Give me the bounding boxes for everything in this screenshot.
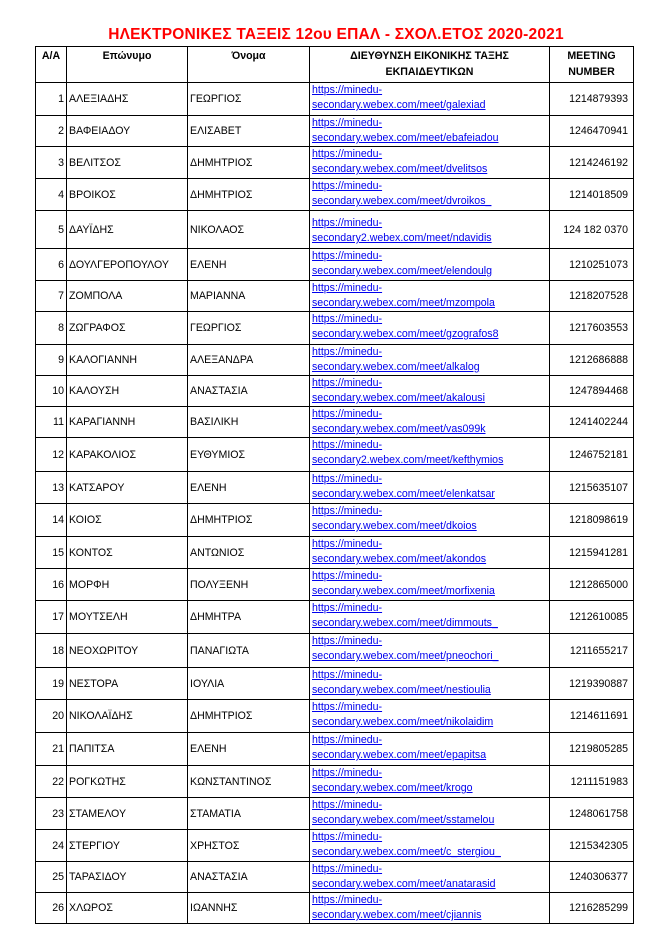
meeting-link-line1: https://minedu-	[312, 505, 383, 517]
firstname-cell: ΔΗΜΗΤΡΙΟΣ	[188, 504, 310, 537]
meeting-link-line1: https://minedu-	[312, 863, 383, 875]
meeting-link-line1: https://minedu-	[312, 538, 383, 550]
url-cell	[310, 862, 550, 893]
row-number: 15	[36, 537, 67, 569]
row-number: 24	[36, 830, 67, 862]
firstname-cell: ΜΑΡΙΑΝΝΑ	[188, 281, 310, 312]
meeting-link-line2: secondary.webex.com/meet/galexiad	[312, 99, 486, 111]
meeting-link-line1: https://minedu-	[312, 148, 383, 160]
table-row	[36, 116, 634, 147]
row-number: 16	[36, 569, 67, 601]
surname-cell: ΣΤΕΡΓΙΟΥ	[67, 830, 188, 862]
surname-cell: ΜΟΡΦΗ	[67, 569, 188, 601]
meeting-link-line2: secondary.webex.com/meet/dimmouts_	[312, 617, 498, 629]
table-row	[36, 504, 634, 537]
meeting-link-line1: https://minedu-	[312, 180, 383, 192]
table-row	[36, 569, 634, 601]
firstname-cell: ΝΙΚΟΛΑΟΣ	[188, 211, 310, 249]
meeting-number-cell: 1218098619	[550, 504, 634, 537]
meeting-link[interactable]	[312, 734, 486, 761]
meeting-number-cell: 1211655217	[550, 634, 634, 668]
table-row	[36, 893, 634, 924]
firstname-cell: ΙΟΥΛΙΑ	[188, 668, 310, 700]
url-cell	[310, 733, 550, 766]
firstname-cell: ΔΗΜΗΤΡΙΟΣ	[188, 700, 310, 733]
firstname-cell: ΕΥΘΥΜΙΟΣ	[188, 438, 310, 472]
firstname-cell: ΕΛΕΝΗ	[188, 249, 310, 281]
meeting-number-cell: 1240306377	[550, 862, 634, 893]
surname-cell: ΖΩΓΡΑΦΟΣ	[67, 312, 188, 345]
meeting-link-line1: https://minedu-	[312, 669, 383, 681]
meeting-link-line2: secondary.webex.com/meet/elendoulg	[312, 265, 493, 277]
meeting-number-cell: 1215342305	[550, 830, 634, 862]
meeting-link-line2: secondary.webex.com/meet/dvelitsos	[312, 163, 488, 175]
meeting-link-line2: secondary.webex.com/meet/akalousi	[312, 392, 485, 404]
meeting-link-line1: https://minedu-	[312, 377, 383, 389]
firstname-cell: ΠΟΛΥΞΕΝΗ	[188, 569, 310, 601]
meeting-number-cell: 1248061758	[550, 798, 634, 830]
meeting-link-line2: secondary.webex.com/meet/gzografos8	[312, 328, 499, 340]
surname-cell: ΔΟΥΛΓΕΡΟΠΟΥΛΟΥ	[67, 249, 188, 281]
table-row	[36, 345, 634, 376]
row-number: 26	[36, 893, 67, 924]
meeting-link-line2: secondary.webex.com/meet/akondos	[312, 553, 487, 565]
meeting-link-line2: secondary.webex.com/meet/krogo	[312, 782, 473, 794]
firstname-cell: ΧΡΗΣΤΟΣ	[188, 830, 310, 862]
meeting-link[interactable]	[312, 505, 477, 532]
meeting-link[interactable]	[312, 217, 492, 244]
surname-cell: ΤΑΡΑΣΙΔΟΥ	[67, 862, 188, 893]
meeting-number-cell: 124 182 0370	[550, 211, 634, 249]
row-number: 6	[36, 249, 67, 281]
meeting-link[interactable]	[312, 570, 495, 597]
meeting-link-line2: secondary.webex.com/meet/nikolaidim	[312, 716, 494, 728]
row-number: 13	[36, 472, 67, 504]
meeting-link-line2: secondary2.webex.com/meet/kefthymios	[312, 454, 504, 466]
url-cell	[310, 601, 550, 634]
meeting-link-line2: secondary.webex.com/meet/anatarasid	[312, 878, 496, 890]
meeting-number-cell: 1219805285	[550, 733, 634, 766]
row-number: 12	[36, 438, 67, 472]
meeting-number-cell: 1215635107	[550, 472, 634, 504]
firstname-cell: ΙΩΑΝΝΗΣ	[188, 893, 310, 924]
meeting-link-line2: secondary.webex.com/meet/mzompola	[312, 297, 495, 309]
meeting-link-line2: secondary.webex.com/meet/alkalog	[312, 361, 480, 373]
row-number: 18	[36, 634, 67, 668]
meeting-link[interactable]	[312, 669, 491, 696]
firstname-cell: ΠΑΝΑΓΙΩΤΑ	[188, 634, 310, 668]
surname-cell: ΠΑΠΙΤΣΑ	[67, 733, 188, 766]
url-cell	[310, 281, 550, 312]
surname-cell: ΑΛΕΞΙΑΔΗΣ	[67, 83, 188, 116]
meeting-link-line1: https://minedu-	[312, 701, 383, 713]
surname-cell: ΝΕΣΤΟΡΑ	[67, 668, 188, 700]
meeting-link-line1: https://minedu-	[312, 439, 383, 451]
meeting-link[interactable]	[312, 635, 498, 662]
firstname-cell: ΚΩΝΣΤΑΝΤΙΝΟΣ	[188, 766, 310, 798]
page-title: ΗΛΕΚΤΡΟΝΙΚΕΣ ΤΑΞΕΙΣ 12ου ΕΠΑΛ - ΣΧΟΛ.ΕΤΟΣ 2020-2021	[108, 26, 564, 43]
surname-cell: ΣΤΑΜΕΛΟΥ	[67, 798, 188, 830]
meeting-link[interactable]	[312, 148, 487, 175]
firstname-cell: ΑΛΕΞΑΝΔΡΑ	[188, 345, 310, 376]
surname-cell: ΒΑΦΕΙΑΔΟΥ	[67, 116, 188, 147]
firstname-cell: ΓΕΩΡΓΙΟΣ	[188, 83, 310, 116]
table-row	[36, 798, 634, 830]
meeting-link-line2: secondary.webex.com/meet/sstamelou	[312, 814, 495, 826]
meeting-number-cell: 1218207528	[550, 281, 634, 312]
surname-cell: ΚΟΙΟΣ	[67, 504, 188, 537]
url-cell	[310, 116, 550, 147]
meeting-link[interactable]	[312, 863, 496, 890]
url-cell	[310, 634, 550, 668]
meeting-link-line1: https://minedu-	[312, 602, 383, 614]
row-number: 23	[36, 798, 67, 830]
classes-table	[35, 46, 634, 924]
url-cell	[310, 249, 550, 281]
table-row	[36, 766, 634, 798]
meeting-link[interactable]	[312, 767, 473, 794]
url-cell	[310, 345, 550, 376]
meeting-link-line2: secondary.webex.com/meet/elenkatsar	[312, 488, 495, 500]
meeting-number-cell: 1211151983	[550, 766, 634, 798]
url-cell	[310, 83, 550, 116]
table-row	[36, 830, 634, 862]
meeting-link[interactable]	[312, 346, 480, 373]
table-row	[36, 668, 634, 700]
surname-cell: ΝΙΚΟΛΑΪΔΗΣ	[67, 700, 188, 733]
row-number: 20	[36, 700, 67, 733]
meeting-link-line2: secondary.webex.com/meet/morfixenia	[312, 585, 495, 597]
firstname-cell: ΓΕΩΡΓΙΟΣ	[188, 312, 310, 345]
row-number: 11	[36, 407, 67, 438]
url-cell	[310, 893, 550, 924]
row-number: 9	[36, 345, 67, 376]
table-row	[36, 733, 634, 766]
meeting-link-line2: secondary.webex.com/meet/cjiannis	[312, 909, 482, 921]
meeting-link-line2: secondary.webex.com/meet/dvroikos_	[312, 195, 492, 207]
meeting-link[interactable]	[312, 894, 481, 921]
row-number: 8	[36, 312, 67, 345]
meeting-number-cell: 1214879393	[550, 83, 634, 116]
firstname-cell: ΑΝΑΣΤΑΣΙΑ	[188, 862, 310, 893]
surname-cell: ΧΛΩΡΟΣ	[67, 893, 188, 924]
firstname-cell: ΔΗΜΗΤΡΙΟΣ	[188, 147, 310, 179]
table-row	[36, 438, 634, 472]
meeting-link-line1: https://minedu-	[312, 250, 383, 262]
firstname-cell: ΑΝΑΣΤΑΣΙΑ	[188, 376, 310, 407]
meeting-number-cell: 1246470941	[550, 116, 634, 147]
row-number: 17	[36, 601, 67, 634]
table-row	[36, 83, 634, 116]
header-url: ΔΙΕΥΘΥΝΣΗ ΕΙΚΟΝΙΚΗΣ ΤΑΞΗΣ ΕΚΠΑΙΔΕΥΤΙΚΩΝ	[310, 47, 550, 83]
meeting-link-line2: secondary.webex.com/meet/ebafeiadou	[312, 132, 499, 144]
table-header-row	[36, 47, 634, 83]
meeting-number-cell: 1212686888	[550, 345, 634, 376]
header-surname: Επώνυμο	[67, 47, 188, 83]
surname-cell: ΚΑΡΑΓΙΑΝΝΗ	[67, 407, 188, 438]
meeting-link[interactable]	[312, 313, 498, 340]
meeting-link[interactable]	[312, 250, 492, 277]
meeting-number-cell: 1210251073	[550, 249, 634, 281]
url-cell	[310, 830, 550, 862]
url-cell	[310, 376, 550, 407]
surname-cell: ΚΑΡΑΚΟΛΙΟΣ	[67, 438, 188, 472]
url-cell	[310, 798, 550, 830]
surname-cell: ΒΡΟΙΚΟΣ	[67, 179, 188, 211]
surname-cell: ΖΟΜΠΟΛΑ	[67, 281, 188, 312]
table-row	[36, 179, 634, 211]
row-number: 10	[36, 376, 67, 407]
table-row	[36, 312, 634, 345]
meeting-number-cell: 1246752181	[550, 438, 634, 472]
meeting-link-line2: secondary.webex.com/meet/vas099k	[312, 423, 486, 435]
firstname-cell: ΕΛΕΝΗ	[188, 733, 310, 766]
row-number: 14	[36, 504, 67, 537]
row-number: 25	[36, 862, 67, 893]
meeting-link[interactable]	[312, 408, 486, 435]
meeting-link[interactable]	[312, 84, 486, 111]
table-row	[36, 376, 634, 407]
url-cell	[310, 147, 550, 179]
meeting-number-cell: 1216285299	[550, 893, 634, 924]
meeting-link-line1: https://minedu-	[312, 831, 383, 843]
meeting-link-line2: secondary.webex.com/meet/epapitsa	[312, 749, 487, 761]
meeting-link[interactable]	[312, 282, 495, 309]
meeting-link-line1: https://minedu-	[312, 346, 383, 358]
url-cell	[310, 668, 550, 700]
table-row	[36, 211, 634, 249]
table-row	[36, 147, 634, 179]
meeting-number-cell: 1217603553	[550, 312, 634, 345]
surname-cell: ΡΟΓΚΩΤΗΣ	[67, 766, 188, 798]
meeting-link-line1: https://minedu-	[312, 84, 383, 96]
meeting-link-line1: https://minedu-	[312, 117, 383, 129]
meeting-link-line1: https://minedu-	[312, 217, 383, 229]
firstname-cell: ΔΗΜΗΤΡΙΟΣ	[188, 179, 310, 211]
url-cell	[310, 700, 550, 733]
header-aa: Α/Α	[36, 47, 67, 83]
meeting-link-line1: https://minedu-	[312, 894, 383, 906]
table-row	[36, 537, 634, 569]
row-number: 3	[36, 147, 67, 179]
row-number: 19	[36, 668, 67, 700]
meeting-number-cell: 1212610085	[550, 601, 634, 634]
firstname-cell: ΒΑΣΙΛΙΚΗ	[188, 407, 310, 438]
row-number: 4	[36, 179, 67, 211]
firstname-cell: ΑΝΤΩΝΙΟΣ	[188, 537, 310, 569]
table-body	[36, 83, 634, 924]
header-meeting-number: MEETING NUMBER	[550, 47, 634, 83]
row-number: 21	[36, 733, 67, 766]
url-cell	[310, 537, 550, 569]
meeting-number-cell: 1247894468	[550, 376, 634, 407]
meeting-link[interactable]	[312, 602, 498, 629]
meeting-link[interactable]	[312, 439, 503, 466]
url-cell	[310, 211, 550, 249]
url-cell	[310, 438, 550, 472]
meeting-link-line2: secondary.webex.com/meet/pneochori_	[312, 650, 499, 662]
firstname-cell: ΕΛΙΣΑΒΕΤ	[188, 116, 310, 147]
row-number: 2	[36, 116, 67, 147]
surname-cell: ΔΑΥΪΔΗΣ	[67, 211, 188, 249]
header-firstname: Όνομα	[188, 47, 310, 83]
row-number: 7	[36, 281, 67, 312]
table-row	[36, 472, 634, 504]
meeting-link-line1: https://minedu-	[312, 635, 383, 647]
meeting-link[interactable]	[312, 701, 493, 728]
meeting-link-line2: secondary.webex.com/meet/c_stergiou_	[312, 846, 501, 858]
table-row	[36, 862, 634, 893]
surname-cell: ΝΕΟΧΩΡΙΤΟΥ	[67, 634, 188, 668]
surname-cell: ΒΕΛΙΤΣΟΣ	[67, 147, 188, 179]
meeting-link-line2: secondary.webex.com/meet/nestioulia	[312, 684, 491, 696]
meeting-number-cell: 1215941281	[550, 537, 634, 569]
url-cell	[310, 312, 550, 345]
table-row	[36, 281, 634, 312]
meeting-link[interactable]	[312, 831, 501, 858]
surname-cell: ΚΑΤΣΑΡΟΥ	[67, 472, 188, 504]
row-number: 1	[36, 83, 67, 116]
meeting-number-cell: 1214018509	[550, 179, 634, 211]
meeting-number-cell: 1241402244	[550, 407, 634, 438]
url-cell	[310, 472, 550, 504]
meeting-link-line1: https://minedu-	[312, 570, 383, 582]
surname-cell: ΚΑΛΟΥΣΗ	[67, 376, 188, 407]
meeting-link-line2: secondary.webex.com/meet/dkoios	[312, 520, 477, 532]
table-row	[36, 407, 634, 438]
url-cell	[310, 569, 550, 601]
meeting-number-cell: 1214246192	[550, 147, 634, 179]
firstname-cell: ΔΗΜΗΤΡΑ	[188, 601, 310, 634]
meeting-link[interactable]	[312, 180, 491, 207]
table-row	[36, 700, 634, 733]
url-cell	[310, 504, 550, 537]
meeting-link-line1: https://minedu-	[312, 408, 383, 420]
meeting-link[interactable]	[312, 117, 498, 144]
firstname-cell: ΕΛΕΝΗ	[188, 472, 310, 504]
meeting-link-line1: https://minedu-	[312, 734, 383, 746]
meeting-link-line1: https://minedu-	[312, 473, 383, 485]
surname-cell: ΜΟΥΤΣΕΛΗ	[67, 601, 188, 634]
meeting-link-line1: https://minedu-	[312, 799, 383, 811]
meeting-number-cell: 1214611691	[550, 700, 634, 733]
meeting-number-cell: 1219390887	[550, 668, 634, 700]
url-cell	[310, 179, 550, 211]
table-row	[36, 601, 634, 634]
firstname-cell: ΣΤΑΜΑΤΙΑ	[188, 798, 310, 830]
meeting-link[interactable]	[312, 377, 485, 404]
meeting-link[interactable]	[312, 538, 486, 565]
surname-cell: ΚΟΝΤΟΣ	[67, 537, 188, 569]
meeting-link-line2: secondary2.webex.com/meet/ndavidis	[312, 232, 492, 244]
meeting-link-line1: https://minedu-	[312, 313, 383, 325]
row-number: 5	[36, 211, 67, 249]
surname-cell: ΚΑΛΟΓΙΑΝΝΗ	[67, 345, 188, 376]
table-row	[36, 249, 634, 281]
row-number: 22	[36, 766, 67, 798]
meeting-link-line1: https://minedu-	[312, 282, 383, 294]
url-cell	[310, 407, 550, 438]
url-cell	[310, 766, 550, 798]
table-row	[36, 634, 634, 668]
meeting-number-cell: 1212865000	[550, 569, 634, 601]
meeting-link[interactable]	[312, 473, 495, 500]
meeting-link[interactable]	[312, 799, 494, 826]
meeting-link-line1: https://minedu-	[312, 767, 383, 779]
